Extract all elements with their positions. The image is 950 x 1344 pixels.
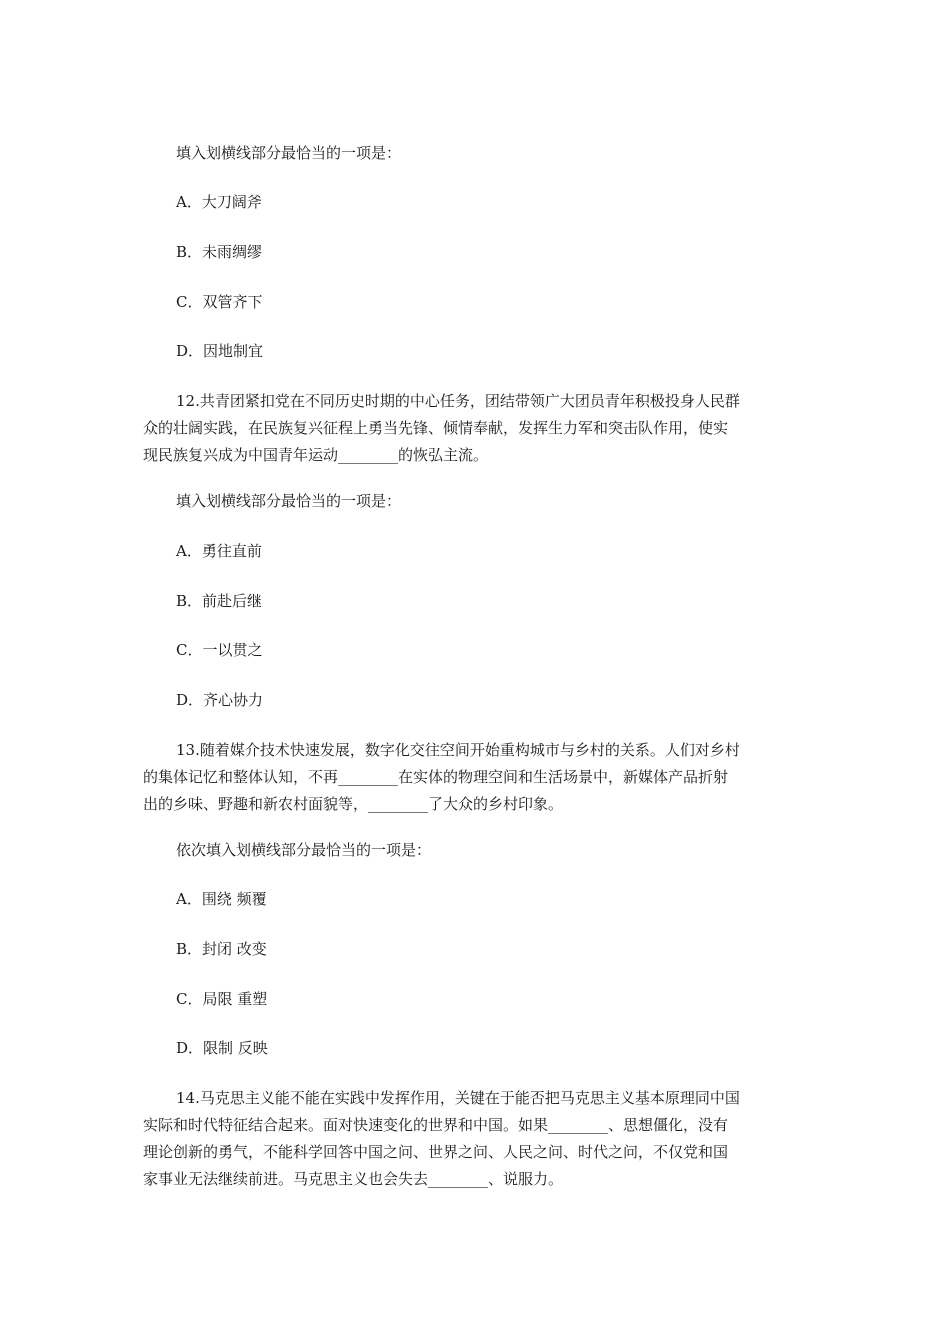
q13-option-d: D．限制 反映 xyxy=(176,1039,268,1057)
q14-stem-line: 实际和时代特征结合起来。面对快速变化的世界和中国。如果________、思想僵化，没有 xyxy=(143,1116,729,1134)
q14-stem-line: 家事业无法继续前进。马克思主义也会失去________、说服力。 xyxy=(143,1170,564,1188)
q12-stem xyxy=(143,388,813,469)
q13-stem-line: 13.随着媒介技术快速发展，数字化交往空间开始重构城市与乡村的关系。人们对乡村 xyxy=(176,741,740,759)
q12-stem-line: 现民族复兴成为中国青年运动________的恢弘主流。 xyxy=(143,446,489,464)
q13-option-c: C．局限 重塑 xyxy=(176,990,268,1008)
q13-prompt: 依次填入划横线部分最恰当的一项是： xyxy=(176,841,432,859)
q12-prompt: 填入划横线部分最恰当的一项是： xyxy=(176,492,402,510)
q13-stem-line: 的集体记忆和整体认知，不再________在实体的物理空间和生活场景中，新媒体产品折射 xyxy=(143,768,729,786)
q12-option-c: C．一以贯之 xyxy=(176,641,263,659)
q12-option-a: A．勇往直前 xyxy=(176,542,262,560)
q14-stem xyxy=(143,1085,813,1193)
q14-stem-line: 14.马克思主义能不能在实践中发挥作用，关键在于能否把马克思主义基本原理同中国 xyxy=(176,1089,740,1107)
q12-option-b: B．前赴后继 xyxy=(176,592,263,610)
q11-option-b: B．未雨绸缪 xyxy=(176,243,263,261)
q11-prompt: 填入划横线部分最恰当的一项是： xyxy=(176,144,402,162)
q13-option-a: A．围绕 频覆 xyxy=(176,890,267,908)
q11-option-d: D．因地制宜 xyxy=(176,342,264,360)
q13-stem-line: 出的乡味、野趣和新农村面貌等，________了大众的乡村印象。 xyxy=(143,795,564,813)
q12-stem-line: 12.共青团紧扣党在不同历史时期的中心任务，团结带领广大团员青年积极投身人民群 xyxy=(176,392,740,410)
q13-stem xyxy=(143,737,813,818)
q13-option-b: B．封闭 改变 xyxy=(176,940,267,958)
q12-option-d: D．齐心协力 xyxy=(176,691,264,709)
q11-option-a: A．大刀阔斧 xyxy=(176,193,262,211)
q12-stem-line: 众的壮阔实践，在民族复兴征程上勇当先锋、倾情奉献，发挥生力军和突击队作用，使实 xyxy=(143,419,729,437)
q14-stem-line: 理论创新的勇气，不能科学回答中国之问、世界之问、人民之问、时代之问，不仅党和国 xyxy=(143,1143,729,1161)
q11-option-c: C．双管齐下 xyxy=(176,293,263,311)
